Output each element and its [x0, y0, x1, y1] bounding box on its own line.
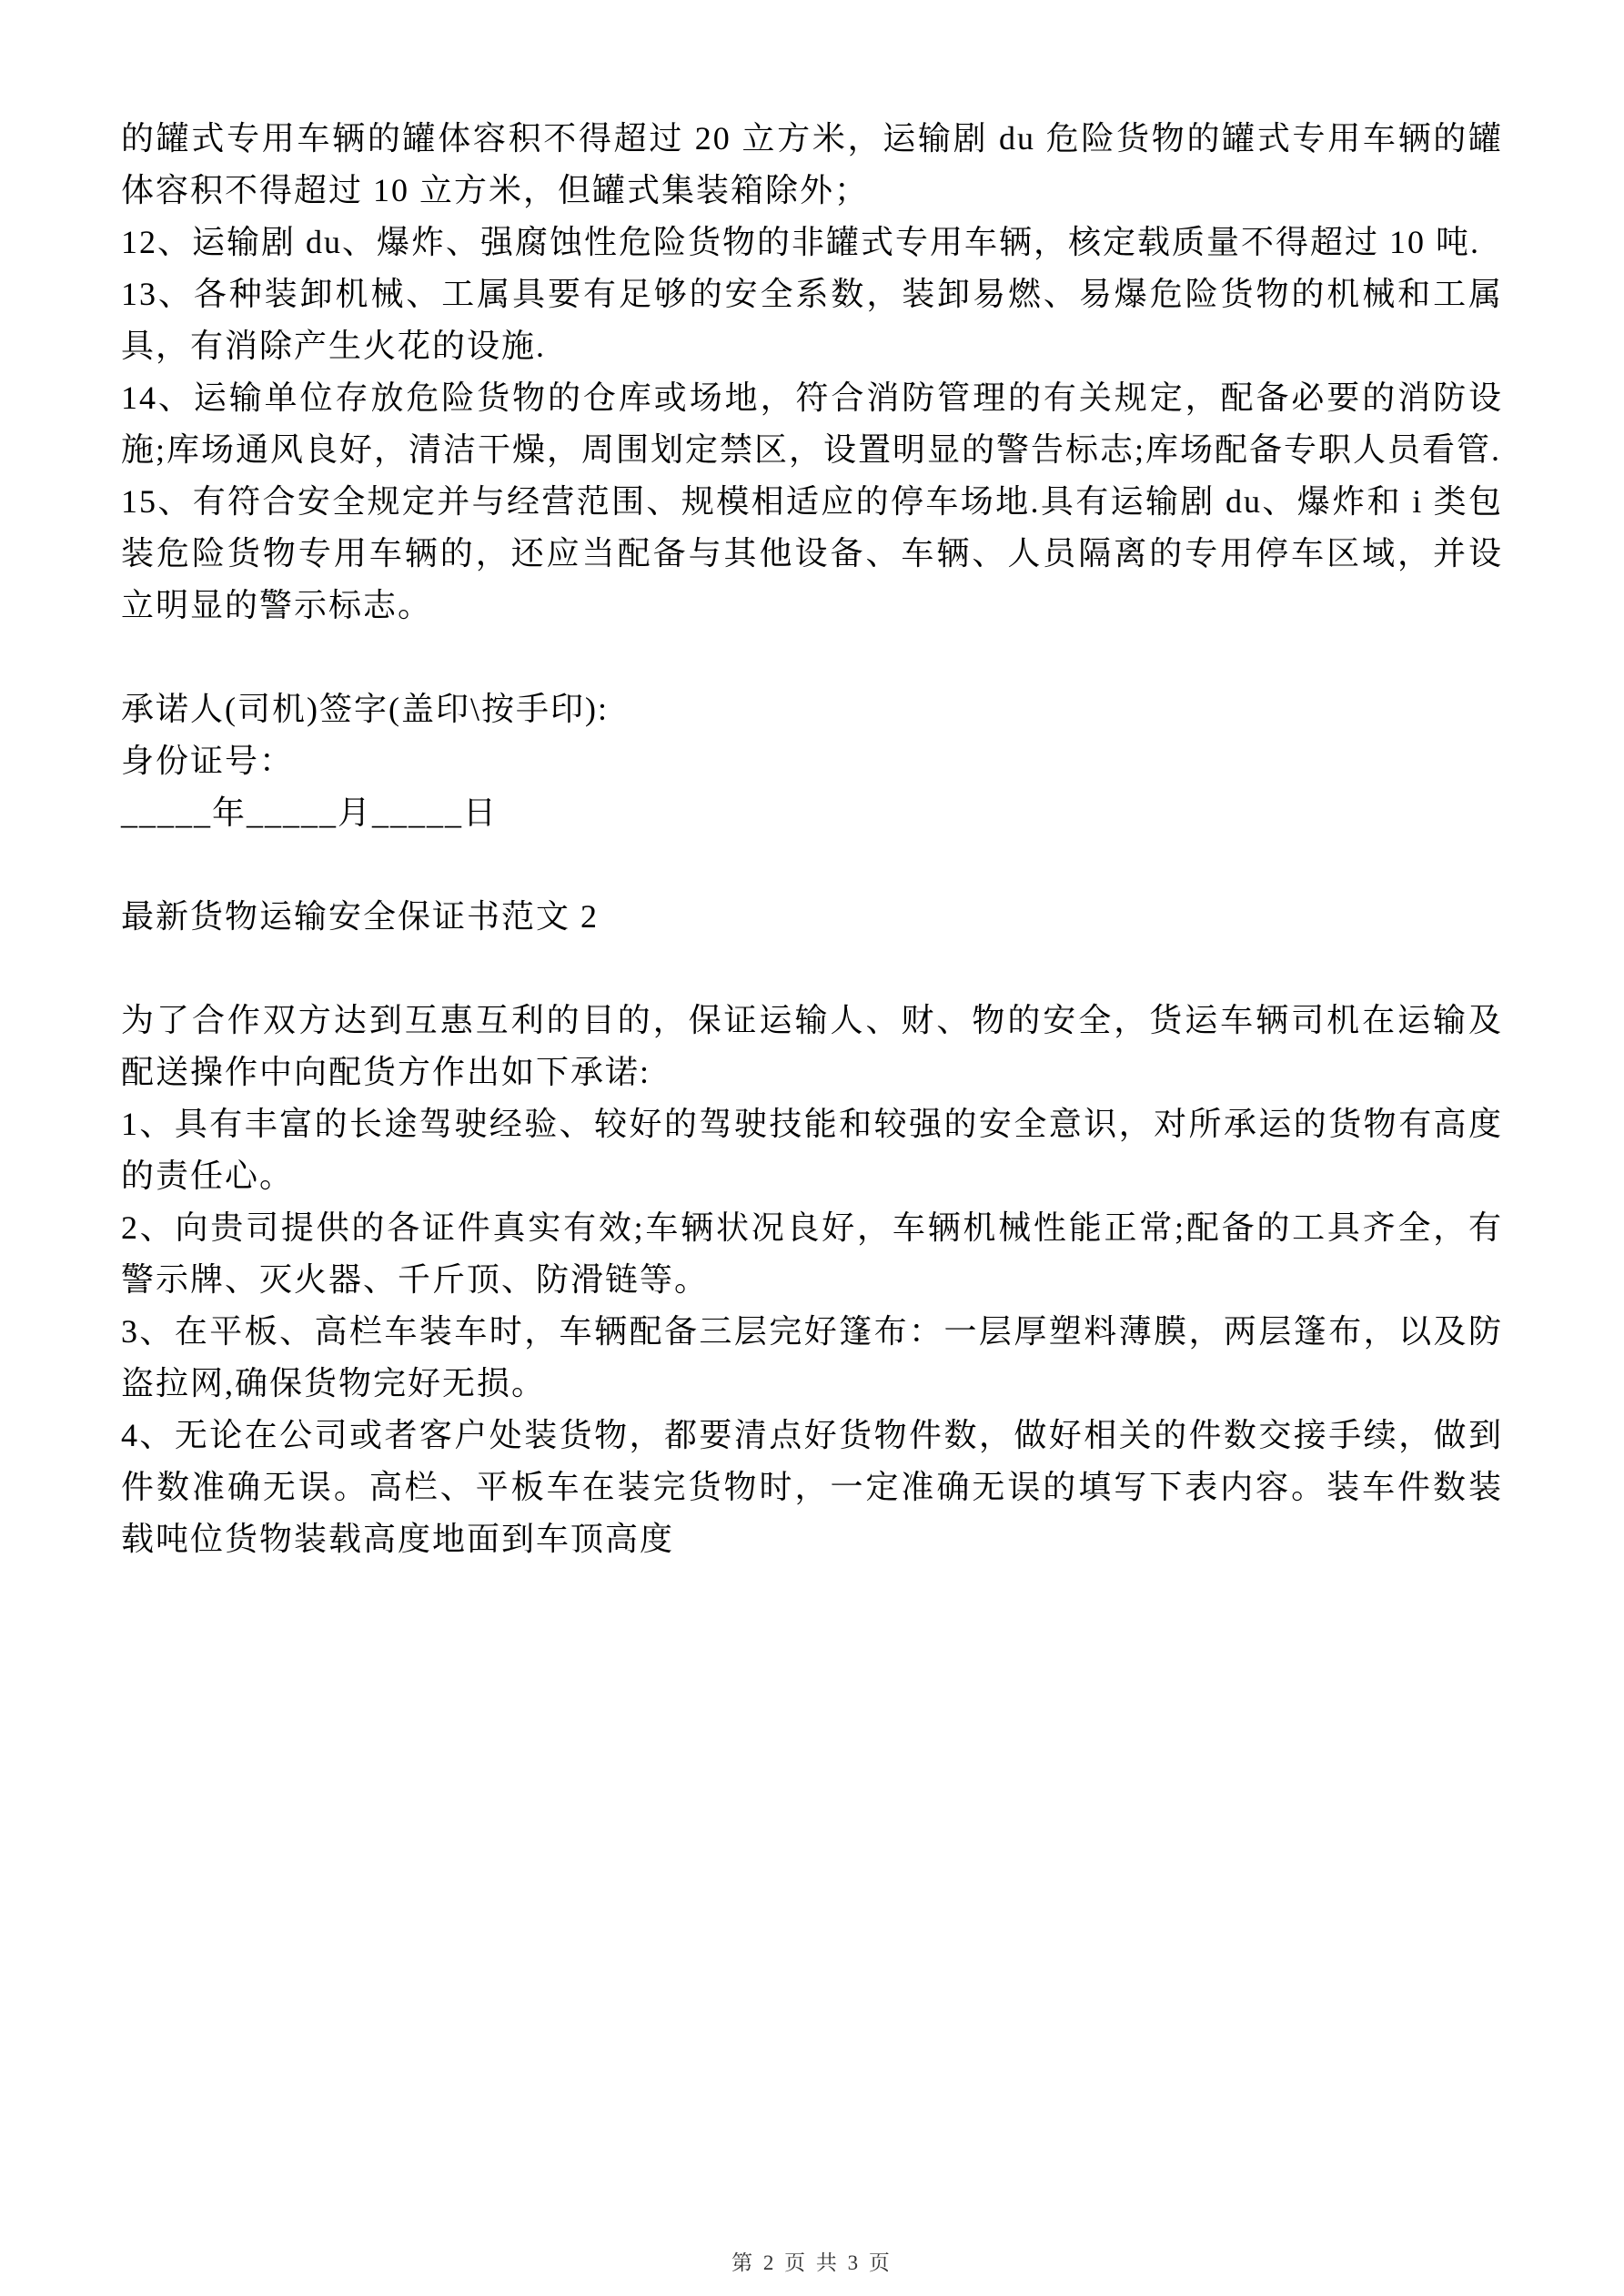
blank-line — [121, 632, 1503, 683]
clause-13-paragraph: 13、各种装卸机械、工属具要有足够的安全系数，装卸易燃、易爆危险货物的机械和工属具，有消除产生火花的设施. — [121, 276, 1503, 364]
clause-15-paragraph: 15、有符合安全规定并与经营范围、规模相适应的停车场地.具有运输剧 du、爆炸和 i 类包装危险货物专用车辆的，还应当配备与其他设备、车辆、人员隔离的专用停车区域，并设立明显的警示标志。 — [121, 483, 1503, 623]
clause-12-paragraph: 12、运输剧 du、爆炸、强腐蚀性危险货物的非罐式专用车辆，核定载质量不得超过 10 吨. — [121, 224, 1481, 260]
section2-title: 最新货物运输安全保证书范文 2 — [121, 898, 600, 935]
clause-tank-volume-paragraph: 的罐式专用车辆的罐体容积不得超过 20 立方米，运输剧 du 危险货物的罐式专用车辆的罐体容积不得超过 10 立方米，但罐式集装箱除外； — [121, 120, 1503, 208]
signature-id-line: 身份证号： — [121, 743, 295, 779]
section2-clause-1-paragraph: 1、具有丰富的长途驾驶经验、较好的驾驶技能和较强的安全意识，对所承运的货物有高度的责任心。 — [121, 1106, 1503, 1194]
section2-clause-3-paragraph: 3、在平板、高栏车装车时，车辆配备三层完好篷布：一层厚塑料薄膜，两层篷布，以及防盗拉网,确保货物完好无损。 — [121, 1313, 1503, 1401]
section2-clause-2-paragraph: 2、向贵司提供的各证件真实有效;车辆状况良好，车辆机械性能正常;配备的工具齐全，有警示牌、灭火器、千斤顶、防滑链等。 — [121, 1209, 1503, 1298]
section2-clause-4-paragraph: 4、无论在公司或者客户处装货物，都要清点好货物件数，做好相关的件数交接手续，做到件数准确无误。高栏、平板车在装完货物时，一定准确无误的填写下表内容。装车件数装载吨位货物装载高度地面到车顶高度 — [121, 1417, 1503, 1557]
blank-line — [121, 839, 1503, 891]
section2-intro-paragraph: 为了合作双方达到互惠互利的目的，保证运输人、财、物的安全，货运车辆司机在运输及配送操作中向配货方作出如下承诺: — [121, 1002, 1503, 1090]
page-number-indicator: 第 2 页 共 3 页 — [731, 2251, 893, 2274]
blank-line — [121, 943, 1503, 995]
document-body — [121, 113, 1503, 1565]
signature-date-line: _____年_____月_____日 — [121, 794, 499, 831]
page-footer — [0, 2246, 1624, 2276]
signature-sign-line: 承诺人(司机)签字(盖印\按手印): — [121, 691, 609, 727]
clause-14-paragraph: 14、运输单位存放危险货物的仓库或场地，符合消防管理的有关规定，配备必要的消防设施;库场通风良好，清洁干燥，周围划定禁区，设置明显的警告标志;库场配备专职人员看管. — [121, 379, 1503, 468]
